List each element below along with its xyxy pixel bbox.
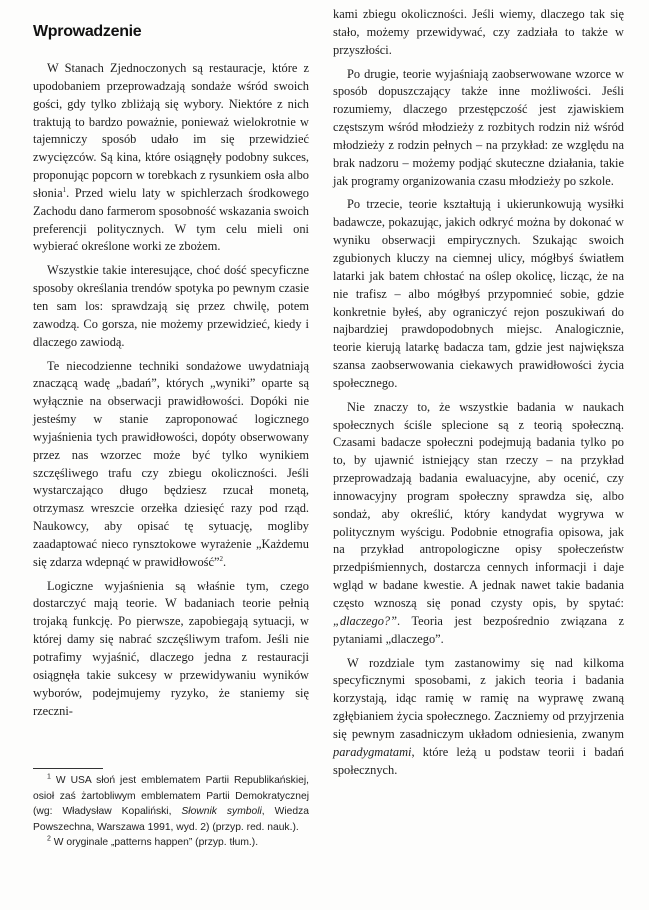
paragraph bbox=[333, 399, 624, 649]
text: W Stanach Zjednoczonych są restauracje, które z upodobaniem przeprowadzają sondaże wśród swoich gości, gdy tylko zbliżają się wybory. Niektóre z nich traktują to bardzo poważnie, ponieważ wielokrotnie w tajemniczy sposób udało im się przewidzieć zwycięzców. Są kina, które osiągnęły podobny sukces, proponując popcorn w torebkach z rysunkiem osła albo słonia bbox=[33, 61, 309, 200]
footnote-separator bbox=[33, 768, 103, 769]
footnotes bbox=[33, 773, 309, 851]
text: W rozdziale tym zastanowimy się nad kilkoma specyficznymi sposobami, z jakich teoria i badania korzystają, idąc ramię w ramię na wyprawę zwaną zgłębianiem życia społecznego. Zaczniemy od przyjrzenia się pewnym zasadniczym układom odniesienia, zwanym bbox=[333, 655, 624, 741]
text: W oryginale „patterns happen” (przyp. tłum.). bbox=[50, 837, 259, 848]
text: . Przed wielu laty w spichlerzach środkowego Zachodu dano farmerom sposobność wskazania swoich preferencji politycznych. W tym celu mieli oni wybierać określone worki ze zbożem. bbox=[33, 185, 309, 254]
paragraph bbox=[333, 655, 624, 780]
section-heading: Wprowadzenie bbox=[33, 23, 142, 40]
paragraph: Logiczne wyjaśnienia są właśnie tym, czego dostarczyć mają teorie. W badaniach teorie pełnią trojaką funkcję. Po pierwsze, zapobiegają sytuacji, w której damy się nabrać szczęśliwym trafom. Jeśli nie potrafimy wyjaśnić, dlaczego jedna z restauracji osiągnęła takie sukcesy w przewidywaniu wyników wyborów, podejmujemy ryzyko, że staniemy się rzeczni- bbox=[33, 578, 309, 718]
footnote-2 bbox=[33, 835, 309, 851]
text: Te niecodzienne techniki sondażowe uwydatniają znaczącą wadę „badań”, których „wyniki” oparte są wyłącznie na obserwacji prawidłowości. Dopóki nie jesteśmy w stanie zaproponować logicznego wyjaśnienia tych prawidłowości, dopóty obserwowany przez nas wzorzec może być tylko wynikiem szczęśliwego trafu czy zbiegu okoliczności. Jeśli wystarczająco długo będziesz rzucał monetą, otrzymasz wreszcie orzełka dziesięć razy pod rząd. Naukowcy, aby opisać tę sytuację, mogliby zaadaptować nieco rynsztokowe wyrażenie „Każdemu się zdarza wdepnąć w prawidłowość” bbox=[33, 358, 309, 569]
paragraph-continued: kami zbiegu okoliczności. Jeśli wiemy, dlaczego tak się stało, możemy przewidywać, czy zadziała to także w przyszłości. bbox=[333, 7, 624, 57]
text: W USA słoń jest emblematem Partii Republikańskiej, osioł zaś żartobliwym emblematem Partii Demokratycznej (wg: Władysław Kopaliński, bbox=[33, 775, 309, 817]
footnote-1 bbox=[33, 773, 309, 835]
emphasis: paradygmatami bbox=[333, 744, 412, 759]
footnote-mark: 1 bbox=[47, 773, 51, 781]
text: . bbox=[222, 554, 227, 569]
emphasis: „dlaczego?” bbox=[333, 613, 398, 628]
text: , które leżą u podstaw teorii i badań społecznych. bbox=[333, 744, 624, 777]
paragraph bbox=[33, 60, 309, 256]
paragraph: Wszystkie takie interesujące, choć dość specyficzne sposoby określania trendów spotyka po pewnym czasie ten sam los: sprawdzają się przez chwilę, potem zawodzą. Co gorsza, nie możemy przewidzieć, kiedy i dlaczego zawiodą. bbox=[33, 263, 309, 349]
book-title: Słownik symboli bbox=[181, 806, 262, 817]
left-column bbox=[33, 22, 309, 726]
text: , Wiedza Powszechna, Warszawa 1991, wyd. 2) (przyp. red. nauk.). bbox=[33, 806, 309, 833]
paragraph: Po trzecie, teorie kształtują i ukierunkowują wysiłki badawcze, pokazując, jakich odkryć można by dokonać w wyniku obserwacji empirycznych. Szukając swoich zgubionych kluczy na ciemnej ulicy, mógłbyś światłem latarki jak batem chłostać na oślep okolicę, licząc, że na nie trafisz – albo mógłbyś przypomnieć sobie, gdzie konkretnie byłeś, aby ograniczyć rejon poszukiwań do najbardziej prawdopodobnych miejsc. Analogicznie, teorie kierują latarkę badacza tam, gdzie jest największa szansa zaobserwowania ciekawych prawidłowości życia społecznego. bbox=[333, 197, 624, 390]
footnote-ref[interactable]: 2 bbox=[219, 554, 223, 563]
footnote-mark: 2 bbox=[47, 835, 51, 843]
paragraph: Po drugie, teorie wyjaśniają zaobserwowane wzorce w sposób dopuszczający także inne możliwości. Jeśli rozumiemy, dlaczego przestępczość jest zjawiskiem częstszym wśród młodzieży z rozbitych rodzin niż wśród młodzieży z rodzin pełnych – na przykład: ze względu na brak nadzoru – możemy podjąć skuteczne działania, takie jak programy organizowania czasu młodzieży po szkole. bbox=[333, 66, 624, 188]
footnote-ref[interactable]: 1 bbox=[62, 185, 67, 194]
right-column bbox=[333, 6, 624, 785]
text: Nie znaczy to, że wszystkie badania w naukach społecznych ściśle splecione są z teorią społeczną. Czasami badacze społeczni podejmują badania tylko po to, by ujawnić istniejący stan rzeczy – na przykład przeprowadzają badania ewaluacyjne, aby ocenić, czy innowacyjny program społeczny sprawdza się, albo sondaż, aby określić, który kandydat wygrywa w politycznym wyścigu. Podobnie etnografia opisowa, jak na przykład antropologiczne opisy społeczeństw przedpiśmiennych, dostarcza cennych informacji i daje wgląd w badane kwestie. A jednak nawet takie badania często wznoszą się ponad czysty opis, by spytać: bbox=[333, 399, 624, 610]
text: . Teoria jest bezpośrednio związana z pytaniami „dlaczego”. bbox=[333, 613, 624, 646]
paragraph bbox=[33, 358, 309, 572]
